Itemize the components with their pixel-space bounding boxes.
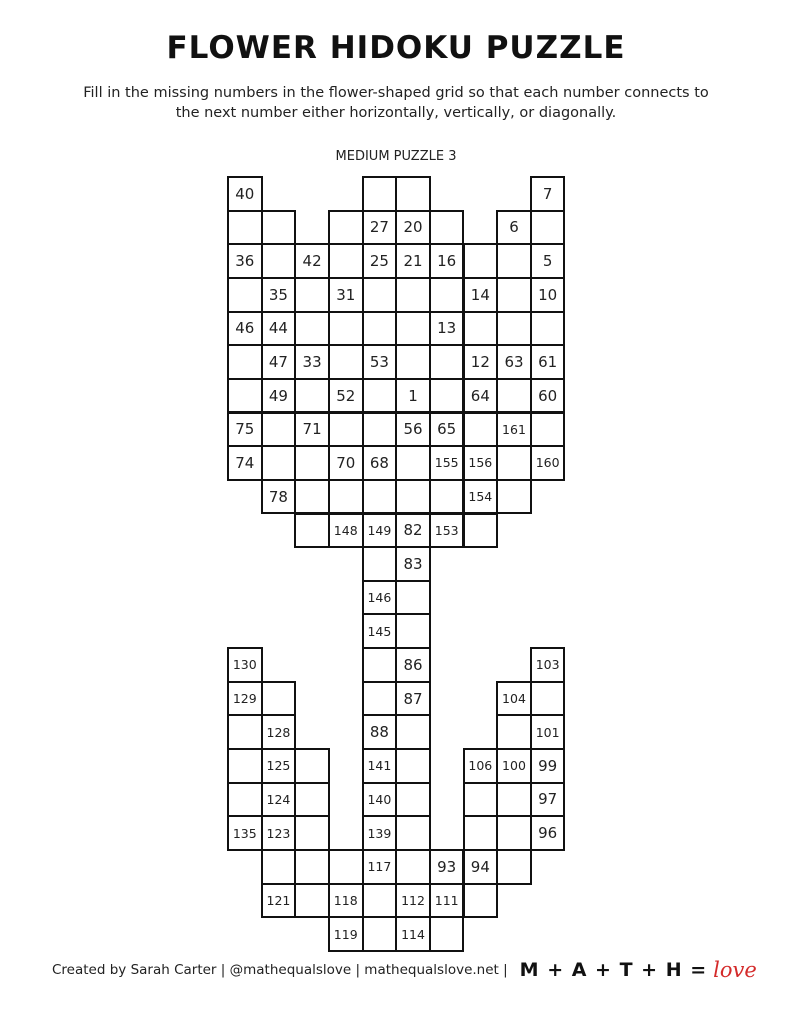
given-number-cell: 68 (362, 445, 398, 481)
empty-cell[interactable] (362, 277, 398, 313)
given-number-cell: 64 (463, 378, 499, 414)
given-number-cell: 146 (362, 580, 398, 616)
empty-cell[interactable] (362, 311, 398, 347)
empty-cell[interactable] (362, 412, 398, 448)
empty-cell[interactable] (261, 243, 297, 279)
empty-cell[interactable] (294, 883, 330, 919)
empty-cell[interactable] (496, 714, 532, 750)
empty-cell[interactable] (294, 748, 330, 784)
empty-cell[interactable] (463, 883, 499, 919)
empty-cell[interactable] (463, 513, 499, 549)
given-number-cell: 83 (395, 546, 431, 582)
empty-cell[interactable] (496, 815, 532, 851)
empty-cell[interactable] (395, 714, 431, 750)
given-number-cell: 63 (496, 344, 532, 380)
given-number-cell: 87 (395, 681, 431, 717)
given-number-cell: 117 (362, 849, 398, 885)
empty-cell[interactable] (496, 782, 532, 818)
given-number-cell: 161 (496, 412, 532, 448)
empty-cell[interactable] (328, 311, 364, 347)
given-number-cell: 101 (530, 714, 566, 750)
given-number-cell: 141 (362, 748, 398, 784)
empty-cell[interactable] (227, 210, 263, 246)
empty-cell[interactable] (463, 243, 499, 279)
empty-cell[interactable] (294, 378, 330, 414)
empty-cell[interactable] (294, 277, 330, 313)
given-number-cell: 96 (530, 815, 566, 851)
empty-cell[interactable] (463, 782, 499, 818)
empty-cell[interactable] (294, 782, 330, 818)
empty-cell[interactable] (294, 311, 330, 347)
empty-cell[interactable] (496, 479, 532, 515)
given-number-cell: 27 (362, 210, 398, 246)
instructions: Fill in the missing numbers in the flower-shaped grid so that each number connects to the next number either horizontally, vertically, or diagonally. (83, 85, 709, 121)
given-number-cell: 44 (261, 311, 297, 347)
empty-cell[interactable] (395, 748, 431, 784)
given-number-cell: 5 (530, 243, 566, 279)
given-number-cell: 160 (530, 445, 566, 481)
given-number-cell: 114 (395, 916, 431, 952)
given-number-cell: 20 (395, 210, 431, 246)
given-number-cell: 16 (429, 243, 465, 279)
given-number-cell: 88 (362, 714, 398, 750)
empty-cell[interactable] (463, 412, 499, 448)
footer (52, 958, 757, 982)
empty-cell[interactable] (261, 681, 297, 717)
empty-cell[interactable] (496, 277, 532, 313)
empty-cell[interactable] (227, 782, 263, 818)
empty-cell[interactable] (429, 378, 465, 414)
given-number-cell: 47 (261, 344, 297, 380)
empty-cell[interactable] (429, 210, 465, 246)
empty-cell[interactable] (496, 243, 532, 279)
empty-cell[interactable] (294, 479, 330, 515)
empty-cell[interactable] (463, 815, 499, 851)
empty-cell[interactable] (362, 681, 398, 717)
empty-cell[interactable] (294, 445, 330, 481)
given-number-cell: 124 (261, 782, 297, 818)
given-number-cell: 10 (530, 277, 566, 313)
empty-cell[interactable] (530, 412, 566, 448)
given-number-cell: 154 (463, 479, 499, 515)
given-number-cell: 112 (395, 883, 431, 919)
empty-cell[interactable] (395, 815, 431, 851)
empty-cell[interactable] (328, 479, 364, 515)
given-number-cell: 12 (463, 344, 499, 380)
given-number-cell: 156 (463, 445, 499, 481)
given-number-cell: 128 (261, 714, 297, 750)
given-number-cell: 125 (261, 748, 297, 784)
puzzle-subtitle: MEDIUM PUZZLE 3 (335, 149, 457, 164)
given-number-cell: 36 (227, 243, 263, 279)
given-number-cell: 100 (496, 748, 532, 784)
empty-cell[interactable] (496, 445, 532, 481)
brand-logo: M + A + T + H = (519, 959, 708, 981)
empty-cell[interactable] (395, 344, 431, 380)
empty-cell[interactable] (530, 210, 566, 246)
given-number-cell: 129 (227, 681, 263, 717)
empty-cell[interactable] (328, 243, 364, 279)
empty-cell[interactable] (362, 176, 398, 212)
given-number-cell: 123 (261, 815, 297, 851)
given-number-cell: 21 (395, 243, 431, 279)
empty-cell[interactable] (294, 513, 330, 549)
given-number-cell: 130 (227, 647, 263, 683)
empty-cell[interactable] (294, 849, 330, 885)
empty-cell[interactable] (261, 210, 297, 246)
empty-cell[interactable] (362, 883, 398, 919)
empty-cell[interactable] (328, 344, 364, 380)
given-number-cell: 1 (395, 378, 431, 414)
footer-credit: Created by Sarah Carter | @mathequalslove | mathequalslove.net | (52, 962, 508, 978)
given-number-cell: 145 (362, 613, 398, 649)
given-number-cell: 42 (294, 243, 330, 279)
empty-cell[interactable] (227, 344, 263, 380)
given-number-cell: 82 (395, 513, 431, 549)
given-number-cell: 93 (429, 849, 465, 885)
empty-cell[interactable] (362, 479, 398, 515)
given-number-cell: 71 (294, 412, 330, 448)
empty-cell[interactable] (463, 311, 499, 347)
given-number-cell: 106 (463, 748, 499, 784)
given-number-cell: 14 (463, 277, 499, 313)
given-number-cell: 74 (227, 445, 263, 481)
given-number-cell: 49 (261, 378, 297, 414)
given-number-cell: 60 (530, 378, 566, 414)
given-number-cell: 70 (328, 445, 364, 481)
empty-cell[interactable] (530, 681, 566, 717)
given-number-cell: 97 (530, 782, 566, 818)
given-number-cell: 46 (227, 311, 263, 347)
empty-cell[interactable] (294, 815, 330, 851)
given-number-cell: 33 (294, 344, 330, 380)
empty-cell[interactable] (395, 277, 431, 313)
given-number-cell: 111 (429, 883, 465, 919)
empty-cell[interactable] (227, 277, 263, 313)
given-number-cell: 119 (328, 916, 364, 952)
empty-cell[interactable] (429, 344, 465, 380)
given-number-cell: 7 (530, 176, 566, 212)
empty-cell[interactable] (395, 445, 431, 481)
empty-cell[interactable] (530, 311, 566, 347)
empty-cell[interactable] (227, 748, 263, 784)
given-number-cell: 104 (496, 681, 532, 717)
given-number-cell: 103 (530, 647, 566, 683)
given-number-cell: 6 (496, 210, 532, 246)
empty-cell[interactable] (395, 782, 431, 818)
given-number-cell: 86 (395, 647, 431, 683)
empty-cell[interactable] (362, 378, 398, 414)
given-number-cell: 65 (429, 412, 465, 448)
empty-cell[interactable] (496, 311, 532, 347)
empty-cell[interactable] (395, 311, 431, 347)
given-number-cell: 94 (463, 849, 499, 885)
empty-cell[interactable] (429, 479, 465, 515)
empty-cell[interactable] (395, 176, 431, 212)
empty-cell[interactable] (362, 916, 398, 952)
empty-cell[interactable] (395, 849, 431, 885)
given-number-cell: 75 (227, 412, 263, 448)
empty-cell[interactable] (328, 210, 364, 246)
empty-cell[interactable] (496, 849, 532, 885)
given-number-cell: 61 (530, 344, 566, 380)
empty-cell[interactable] (429, 277, 465, 313)
given-number-cell: 53 (362, 344, 398, 380)
empty-cell[interactable] (395, 613, 431, 649)
given-number-cell: 25 (362, 243, 398, 279)
empty-cell[interactable] (261, 445, 297, 481)
empty-cell[interactable] (328, 412, 364, 448)
empty-cell[interactable] (227, 378, 263, 414)
given-number-cell: 31 (328, 277, 364, 313)
given-number-cell: 135 (227, 815, 263, 851)
empty-cell[interactable] (227, 714, 263, 750)
given-number-cell: 153 (429, 513, 465, 549)
empty-cell[interactable] (362, 546, 398, 582)
given-number-cell: 99 (530, 748, 566, 784)
given-number-cell: 121 (261, 883, 297, 919)
empty-cell[interactable] (496, 378, 532, 414)
given-number-cell: 148 (328, 513, 364, 549)
given-number-cell: 56 (395, 412, 431, 448)
given-number-cell: 40 (227, 176, 263, 212)
empty-cell[interactable] (429, 916, 465, 952)
empty-cell[interactable] (395, 580, 431, 616)
empty-cell[interactable] (395, 479, 431, 515)
given-number-cell: 78 (261, 479, 297, 515)
empty-cell[interactable] (328, 849, 364, 885)
given-number-cell: 149 (362, 513, 398, 549)
given-number-cell: 118 (328, 883, 364, 919)
given-number-cell: 155 (429, 445, 465, 481)
given-number-cell: 52 (328, 378, 364, 414)
given-number-cell: 35 (261, 277, 297, 313)
given-number-cell: 140 (362, 782, 398, 818)
brand-love-script: love (713, 958, 757, 982)
empty-cell[interactable] (261, 849, 297, 885)
given-number-cell: 139 (362, 815, 398, 851)
empty-cell[interactable] (261, 412, 297, 448)
page-title: FLOWER HIDOKU PUZZLE (166, 30, 626, 66)
given-number-cell: 13 (429, 311, 465, 347)
empty-cell[interactable] (362, 647, 398, 683)
